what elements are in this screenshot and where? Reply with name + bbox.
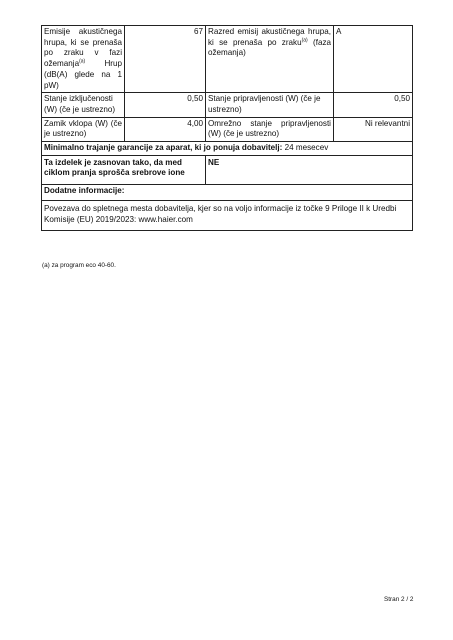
table-row [42, 185, 413, 201]
off-mode-value: 0,50 [187, 94, 203, 104]
silver-ions-value: NE [208, 157, 220, 167]
supplier-link-text: Povezava do spletnega mesta dobavitelja, kjer so na voljo informacije iz točke 9 Priloge II k Uredbi Komisije (EU) 2019/2023: www.haier.com [44, 203, 397, 224]
silver-ions-value-cell [206, 155, 413, 184]
off-mode-label-cell [42, 93, 125, 117]
noise-emission-label-cell [42, 26, 125, 93]
noise-class-label: Razred emisij akustičnega hrupa, ki se prenaša po zraku [208, 27, 331, 47]
standby-value-cell [334, 93, 413, 117]
off-mode-label: Stanje izključenosti (W) (če je ustrezno) [44, 94, 116, 114]
table-row [42, 155, 413, 184]
network-standby-value: Ni relevantni [365, 118, 410, 128]
supplier-link-cell [42, 200, 413, 230]
network-standby-value-cell [334, 117, 413, 141]
noise-emission-label: Emisije akustičnega hrupa, ki se prenaša po zraku v fazi ožemanja [44, 27, 122, 69]
table-row [42, 200, 413, 230]
network-standby-label-cell [206, 117, 334, 141]
silver-ions-label-cell [42, 155, 206, 184]
table-row [42, 142, 413, 156]
network-standby-label: Omrežno stanje pripravljenosti (W) (če je ustrezno) [208, 118, 331, 139]
footnote-marker: (a) [301, 37, 308, 44]
additional-info-label: Dodatne informacije: [44, 186, 125, 196]
standby-label: Stanje pripravljenosti (W) (če je ustrezno) [208, 94, 321, 114]
table-row [42, 93, 413, 117]
noise-emission-unit: Hrup (dB(A) glede na 1 pW) [44, 59, 122, 90]
delay-start-label: Zamik vklopa (W) (če je ustrezno) [44, 118, 122, 139]
noise-class-label-cell [206, 26, 334, 93]
standby-label-cell [206, 93, 334, 117]
guarantee-value: 24 mesecev [282, 143, 329, 153]
guarantee-cell [42, 142, 413, 156]
footnote: (a) za program eco 40-60. [42, 262, 116, 269]
noise-class-phase: (faza ožemanja) [208, 37, 331, 58]
noise-class-value: A [336, 27, 342, 36]
guarantee-label: Minimalno trajanje garancije za aparat, ki jo ponuja dobavitelj: [44, 143, 283, 153]
noise-emission-value-cell [125, 26, 206, 93]
standby-value: 0,50 [394, 94, 410, 104]
off-mode-value-cell [125, 93, 206, 117]
delay-start-label-cell [42, 117, 125, 141]
product-information-table [41, 25, 413, 231]
table-row [42, 26, 413, 93]
delay-start-value: 4,00 [187, 118, 203, 128]
delay-start-value-cell [125, 117, 206, 141]
footnote-marker: (a) [79, 58, 86, 65]
noise-class-value-cell [334, 26, 413, 93]
additional-info-cell [42, 185, 413, 201]
silver-ions-label: Ta izdelek je zasnovan tako, da med ciklom pranja sprošča srebrove ione [44, 157, 185, 178]
table-row [42, 117, 413, 141]
page-number: Stran 2 / 2 [384, 596, 414, 603]
noise-emission-value: 67 [193, 27, 203, 36]
